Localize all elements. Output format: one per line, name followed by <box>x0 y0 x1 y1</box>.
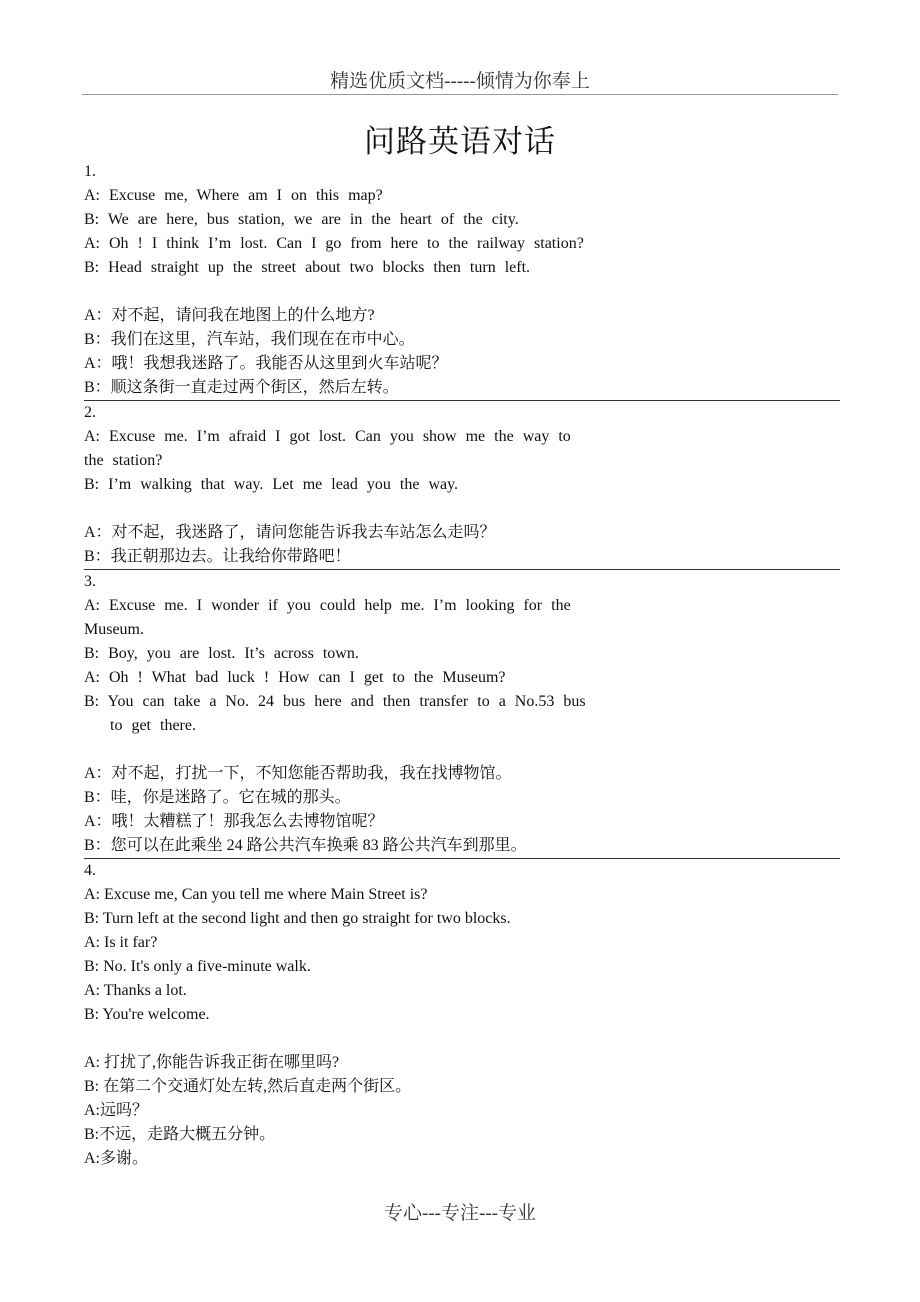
dialogue-line: A:远吗？ <box>84 1102 149 1119</box>
english-dialogue <box>84 883 840 1027</box>
dialogue-line: A:多谢。 <box>84 1150 149 1167</box>
spacer <box>84 738 840 762</box>
dialogue-line: A: Is it far? <box>84 934 158 951</box>
dialogue-line: B: You're welcome. <box>84 1006 210 1023</box>
dialogue-line: A: Excuse me. I’m afraid I got lost. Can you show me the way to <box>84 428 571 445</box>
dialogue-line: B: Turn left at the second light and then go straight for two blocks. <box>84 910 511 927</box>
section-number: 1. <box>84 163 96 180</box>
section-number: 3. <box>84 573 96 590</box>
dialogue-line: A: Excuse me, Can you tell me where Main Street is? <box>84 886 428 903</box>
dialogue-line: A：哦！太糟糕了！那我怎么去博物馆呢？ <box>84 813 384 830</box>
dialogue-line: Museum. <box>84 621 144 638</box>
dialogue-line: B：我正朝那边去。让我给你带路吧！ <box>84 548 351 565</box>
dialogue-line: B: I’m walking that way. Let me lead you the way. <box>84 476 459 493</box>
dialogue-line: A：对不起，打扰一下，不知您能否帮助我，我在找博物馆。 <box>84 765 512 782</box>
dialogue-line: A: Thanks a lot. <box>84 982 187 999</box>
english-dialogue <box>84 425 840 497</box>
dialogue-line: A: Oh ! I think I’m lost. Can I go from here to the railway station? <box>84 235 584 252</box>
spacer <box>84 1027 840 1051</box>
chinese-dialogue <box>84 1051 840 1171</box>
chinese-dialogue <box>84 521 840 569</box>
dialogue-line: B: Head straight up the street about two blocks then turn left. <box>84 259 531 276</box>
page-header: 精选优质文档-----倾情为你奉上 <box>330 71 590 92</box>
dialogue-line: B:不远，走路大概五分钟。 <box>84 1126 276 1143</box>
dialogue-section-1 <box>84 160 840 401</box>
chinese-dialogue <box>84 304 840 400</box>
spacer <box>84 280 840 304</box>
dialogue-section-2 <box>84 401 840 570</box>
dialogue-line: A: 打扰了,你能告诉我正街在哪里吗? <box>84 1054 340 1071</box>
dialogue-line: B：您可以在此乘坐 24 路公共汽车换乘 83 路公共汽车到那里。 <box>84 837 527 854</box>
dialogue-line: B：我们在这里，汽车站，我们现在在市中心。 <box>84 331 415 348</box>
dialogue-line: A: Excuse me. I wonder if you could help me. I’m looking for the <box>84 597 571 614</box>
page-footer: 专心---专注---专业 <box>384 1203 536 1224</box>
dialogue-line: B: 在第二个交通灯处左转,然后直走两个街区。 <box>84 1078 412 1095</box>
english-dialogue <box>84 184 840 280</box>
dialogue-line: A: Excuse me, Where am I on this map? <box>84 187 383 204</box>
document-title: 问路英语对话 <box>364 124 556 159</box>
header-rule <box>82 94 838 95</box>
dialogue-section-4 <box>84 859 840 1171</box>
chinese-dialogue <box>84 762 840 858</box>
section-number: 4. <box>84 862 96 879</box>
dialogue-line: to get there. <box>110 717 196 734</box>
dialogue-line: A：对不起，我迷路了，请问您能告诉我去车站怎么走吗？ <box>84 524 496 541</box>
dialogue-line: A: Oh ! What bad luck ! How can I get to the Museum? <box>84 669 506 686</box>
dialogue-line: A：哦！我想我迷路了。我能否从这里到火车站呢？ <box>84 355 448 372</box>
dialogue-line: the station? <box>84 452 163 469</box>
spacer <box>84 497 840 521</box>
dialogue-line: B: Boy, you are lost. It’s across town. <box>84 645 359 662</box>
dialogue-line: B：哇，你是迷路了。它在城的那头。 <box>84 789 351 806</box>
section-number: 2. <box>84 404 96 421</box>
dialogue-line: A：对不起，请问我在地图上的什么地方? <box>84 307 375 324</box>
document-body <box>84 160 840 1171</box>
dialogue-line: B: We are here, bus station, we are in the heart of the city. <box>84 211 519 228</box>
dialogue-line: B: You can take a No. 24 bus here and then transfer to a No.53 bus <box>84 693 586 710</box>
dialogue-section-3 <box>84 570 840 859</box>
dialogue-line: B: No. It's only a five-minute walk. <box>84 958 311 975</box>
dialogue-line: B：顺这条街一直走过两个街区，然后左转。 <box>84 379 399 396</box>
english-dialogue <box>84 594 840 738</box>
